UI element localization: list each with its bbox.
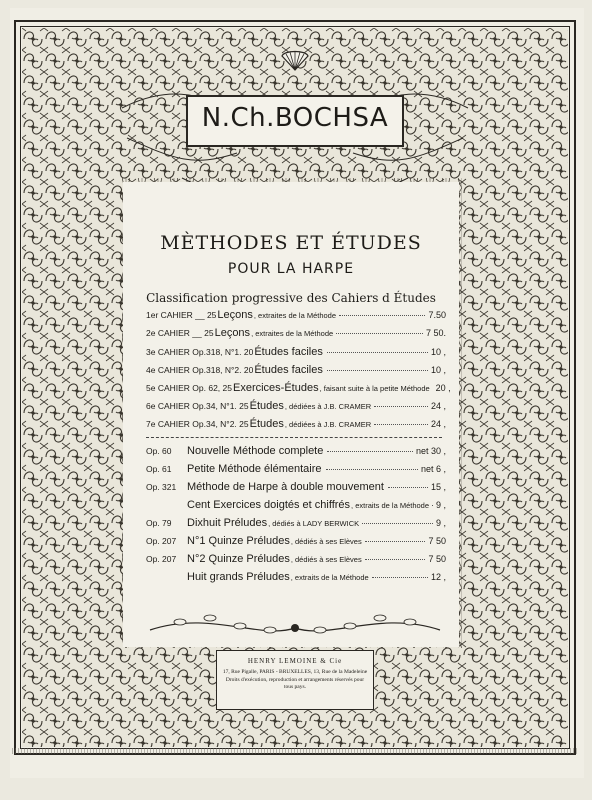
list-item: Op. 321 Méthode de Harpe à double mouvement 15 , xyxy=(146,481,446,493)
list-item: 6e CAHIER Op.34, N°1. 25 Études , dédiées à J.B. CRAMER 24 , xyxy=(146,400,446,412)
page-subtitle: POUR LA HARPE xyxy=(227,261,355,277)
composer-name: N.Ch.BOCHSA xyxy=(201,103,389,133)
list-item: 3e CAHIER Op.318, N°1. 20 Études faciles 10 , xyxy=(146,346,446,358)
list-item: 7e CAHIER Op.34, N°2. 25 Études , dédiées à J.B. CRAMER 24 , xyxy=(146,418,446,430)
list-item: Op. 207 N°2 Quinze Préludes , dédiés à ses Elèves 7 50 xyxy=(146,553,446,565)
list-item: 4e CAHIER Op.318, N°2. 20 Études faciles 10 , xyxy=(146,364,446,376)
list-item: 1er CAHIER __ 25 Leçons , extraites de la Méthode 7.50 xyxy=(146,309,446,321)
garland-ornament xyxy=(140,600,450,646)
list-item: 2e CAHIER __ 25 Leçons , extraites de la Méthode 7 50. xyxy=(146,327,446,339)
classification-heading: Classification progressive des Cahiers d Études xyxy=(146,291,436,305)
shell-ornament xyxy=(280,46,310,72)
publisher-box xyxy=(216,650,374,710)
divider xyxy=(146,437,442,438)
list-item: Op. 61 Petite Méthode élémentaire net 6 , xyxy=(146,463,446,475)
page-title: MÈTHODES ET ÉTUDES xyxy=(160,232,422,254)
bottom-edge-border xyxy=(12,748,578,754)
list-item: Op. 60 Nouvelle Méthode complete net 30 , xyxy=(146,445,446,457)
list-item: Op. 207 N°1 Quinze Préludes , dédiés à ses Elèves 7 50 xyxy=(146,535,446,547)
publisher-rights: Droits d'exécution, reproduction et arrangements réservés pour tous pays. xyxy=(225,677,365,690)
list-item: Huit grands Préludes , extraits de la Méthode 12 , xyxy=(187,571,446,583)
publisher-name: HENRY LEMOINE & Cie xyxy=(247,657,343,665)
list-item: Op. 79 Dixhuit Préludes , dédiés à LADY BERWICK 9 , xyxy=(146,517,446,529)
list-item: 5e CAHIER Op. 62, 25 Exercices-Études , faisant suite à la petite Méthode 20 , xyxy=(146,382,451,394)
publisher-address: 17, Rue Pigalle, PARIS - BRUXELLES, 13, Rue de la Madeleine xyxy=(222,669,368,675)
list-item: Cent Exercices doigtés et chiffrés , extraits de la Méthode 9 , xyxy=(187,499,446,511)
